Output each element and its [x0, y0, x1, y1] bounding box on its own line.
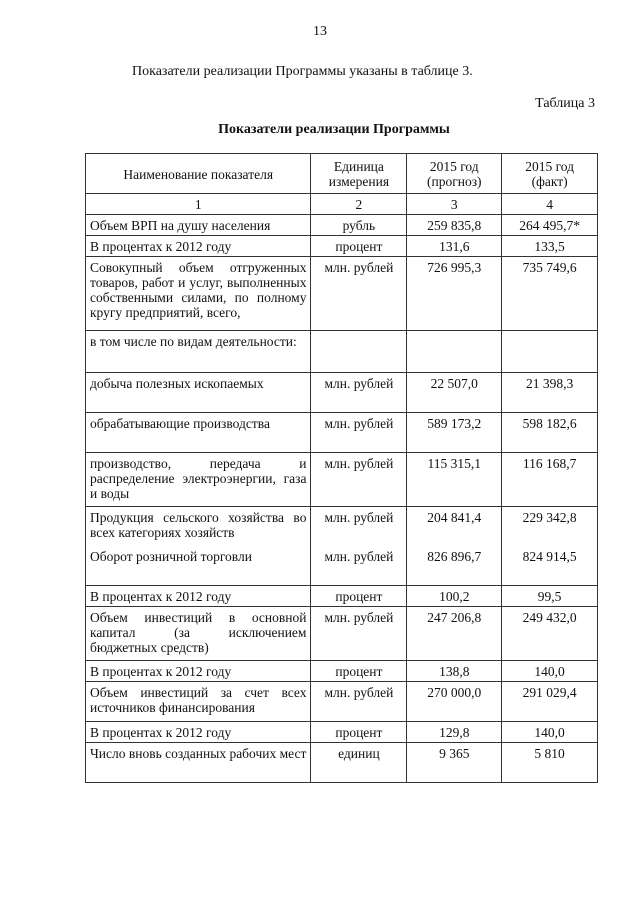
fact-value: 229 342,8	[502, 507, 598, 547]
header-indicator-name: Наименование показателя	[86, 154, 311, 194]
indicator-unit: млн. рублей	[311, 453, 407, 507]
fact-value: 140,0	[502, 661, 598, 682]
indicator-name: В процентах к 2012 году	[86, 586, 311, 607]
indicator-name: в том числе по видам деятельности:	[86, 331, 311, 373]
table-row	[86, 413, 598, 453]
indicator-unit: млн. рублей	[311, 257, 407, 331]
table-row	[86, 661, 598, 682]
forecast-value: 131,6	[407, 236, 502, 257]
forecast-value: 115 315,1	[407, 453, 502, 507]
indicator-name: Объем инвестиций в основной капитал (за исключением бюджетных средств)	[86, 607, 311, 661]
indicators-table	[85, 153, 598, 783]
fact-value	[502, 331, 598, 373]
fact-value: 99,5	[502, 586, 598, 607]
fact-value: 291 029,4	[502, 682, 598, 722]
table-row	[86, 373, 598, 413]
table-row	[86, 546, 598, 586]
forecast-value: 270 000,0	[407, 682, 502, 722]
table-row	[86, 743, 598, 783]
fact-value: 116 168,7	[502, 453, 598, 507]
indicator-name: производство, передача и распределение электроэнергии, газа и воды	[86, 453, 311, 507]
column-number: 3	[407, 194, 502, 215]
intro-text: Показатели реализации Программы указаны в таблице 3.	[132, 64, 473, 79]
indicator-name: Оборот розничной торговли	[86, 546, 311, 586]
indicator-unit: млн. рублей	[311, 546, 407, 586]
indicator-name: Число вновь созданных рабочих мест	[86, 743, 311, 783]
forecast-value: 726 995,3	[407, 257, 502, 331]
indicator-name: обрабатывающие производства	[86, 413, 311, 453]
indicator-unit: млн. рублей	[311, 373, 407, 413]
page-number: 13	[313, 24, 327, 39]
indicator-unit: единиц	[311, 743, 407, 783]
indicator-unit: млн. рублей	[311, 507, 407, 547]
forecast-value: 138,8	[407, 661, 502, 682]
indicator-unit: процент	[311, 586, 407, 607]
indicator-name: В процентах к 2012 году	[86, 661, 311, 682]
header-unit: Единица измерения	[311, 154, 407, 194]
indicator-name: В процентах к 2012 году	[86, 236, 311, 257]
fact-value: 5 810	[502, 743, 598, 783]
fact-value: 264 495,7*	[502, 215, 598, 236]
table-row	[86, 257, 598, 331]
forecast-value: 22 507,0	[407, 373, 502, 413]
table-row	[86, 607, 598, 661]
fact-value: 598 182,6	[502, 413, 598, 453]
indicator-unit: млн. рублей	[311, 607, 407, 661]
table-title: Показатели реализации Программы	[218, 122, 450, 137]
indicator-name: Продукция сельского хозяйства во всех категориях хозяйств	[86, 507, 311, 547]
table-row	[86, 586, 598, 607]
forecast-value: 826 896,7	[407, 546, 502, 586]
table-row	[86, 236, 598, 257]
fact-value: 140,0	[502, 722, 598, 743]
indicator-name: добыча полезных ископаемых	[86, 373, 311, 413]
header-fact: 2015 год (факт)	[502, 154, 598, 194]
column-number: 4	[502, 194, 598, 215]
indicator-unit: процент	[311, 661, 407, 682]
column-number: 1	[86, 194, 311, 215]
indicator-name: Объем ВРП на душу населения	[86, 215, 311, 236]
table-number: Таблица 3	[535, 96, 595, 111]
indicator-unit: млн. рублей	[311, 413, 407, 453]
fact-value: 824 914,5	[502, 546, 598, 586]
forecast-value: 589 173,2	[407, 413, 502, 453]
column-number: 2	[311, 194, 407, 215]
forecast-value	[407, 331, 502, 373]
forecast-value: 9 365	[407, 743, 502, 783]
forecast-value: 247 206,8	[407, 607, 502, 661]
table-row	[86, 507, 598, 547]
indicator-unit: рубль	[311, 215, 407, 236]
fact-value: 21 398,3	[502, 373, 598, 413]
indicator-unit	[311, 331, 407, 373]
table-row	[86, 722, 598, 743]
table-row	[86, 215, 598, 236]
table-row	[86, 453, 598, 507]
fact-value: 249 432,0	[502, 607, 598, 661]
table-row	[86, 682, 598, 722]
header-forecast: 2015 год (прогноз)	[407, 154, 502, 194]
indicator-unit: процент	[311, 236, 407, 257]
indicator-unit: процент	[311, 722, 407, 743]
forecast-value: 100,2	[407, 586, 502, 607]
column-number-row	[86, 194, 598, 215]
forecast-value: 259 835,8	[407, 215, 502, 236]
fact-value: 735 749,6	[502, 257, 598, 331]
indicator-unit: млн. рублей	[311, 682, 407, 722]
table-header-row	[86, 154, 598, 194]
table-row	[86, 331, 598, 373]
indicator-name: В процентах к 2012 году	[86, 722, 311, 743]
indicator-name: Совокупный объем отгруженных товаров, работ и услуг, выполненных собственными силами, по полному кругу предприятий, всего,	[86, 257, 311, 331]
forecast-value: 204 841,4	[407, 507, 502, 547]
indicator-name: Объем инвестиций за счет всех источников финансирования	[86, 682, 311, 722]
forecast-value: 129,8	[407, 722, 502, 743]
fact-value: 133,5	[502, 236, 598, 257]
